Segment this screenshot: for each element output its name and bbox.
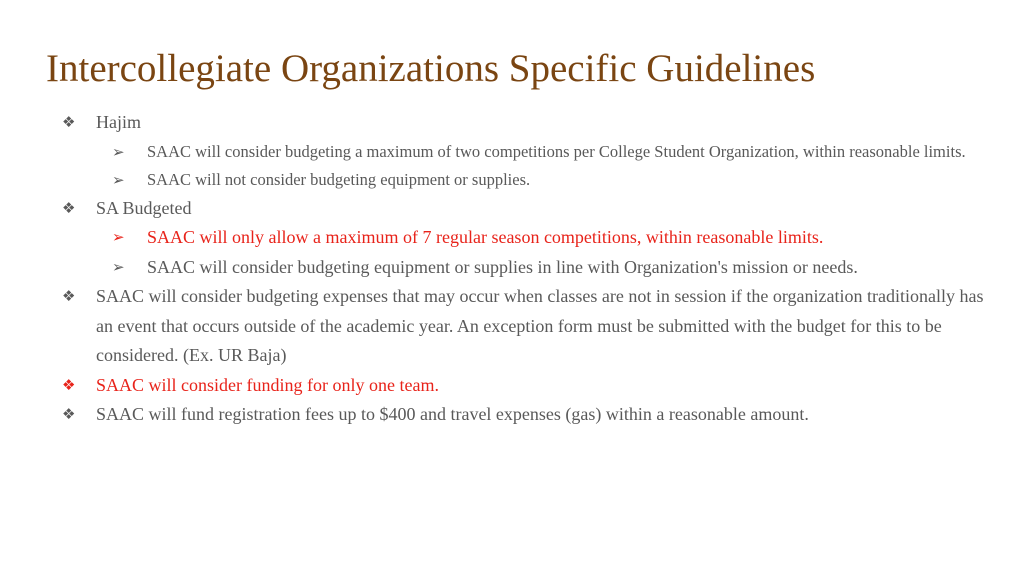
list-item-text: Hajim [96,112,141,132]
sub-list-item [112,138,995,166]
list-item [60,400,995,430]
sub-list-item [112,166,995,194]
list-item [60,282,995,371]
sub-list-item-text: SAAC will consider budgeting equipment or supplies in line with Organization's mission or needs. [147,256,858,277]
diamond-flower-bullet-icon: ❖ [62,198,76,217]
list-item [60,194,995,224]
sub-list-item-highlighted [112,223,995,253]
list-item [60,108,995,138]
list-item-text: SAAC will consider funding for only one team. [96,374,439,395]
bullet-list [60,108,995,430]
list-item-text: SA Budgeted [96,197,192,218]
arrowhead-bullet-icon: ➢ [112,170,125,189]
sub-list-item-text: SAAC will not consider budgeting equipment or supplies. [147,169,531,189]
diamond-flower-bullet-icon: ❖ [62,287,76,305]
arrowhead-bullet-icon: ➢ [112,142,125,161]
list-item-highlighted [60,371,995,401]
arrowhead-bullet-icon: ➢ [112,257,125,276]
slide-title: Intercollegiate Organizations Specific Guidelines [46,47,816,90]
sub-list-item-text: SAAC will only allow a maximum of 7 regular season competitions, within reasonable limits. [147,227,824,247]
arrowhead-bullet-icon: ➢ [112,228,125,246]
sub-list-item-text: SAAC will consider budgeting a maximum of two competitions per College Student Organization, within reasonable limits. [147,141,966,161]
diamond-flower-bullet-icon: ❖ [62,113,76,131]
diamond-flower-bullet-icon: ❖ [62,405,76,423]
list-item-text: SAAC will consider budgeting expenses that may occur when classes are not in session if the organization traditionally has an event that occurs outside of the academic year. An exception form must be submitted with the budget for this to be considered. (Ex. UR Baja) [96,286,984,365]
diamond-flower-bullet-icon: ❖ [62,375,76,394]
sub-list-item [112,253,995,283]
list-item-text: SAAC will fund registration fees up to $400 and travel expenses (gas) within a reasonable amount. [96,404,809,424]
